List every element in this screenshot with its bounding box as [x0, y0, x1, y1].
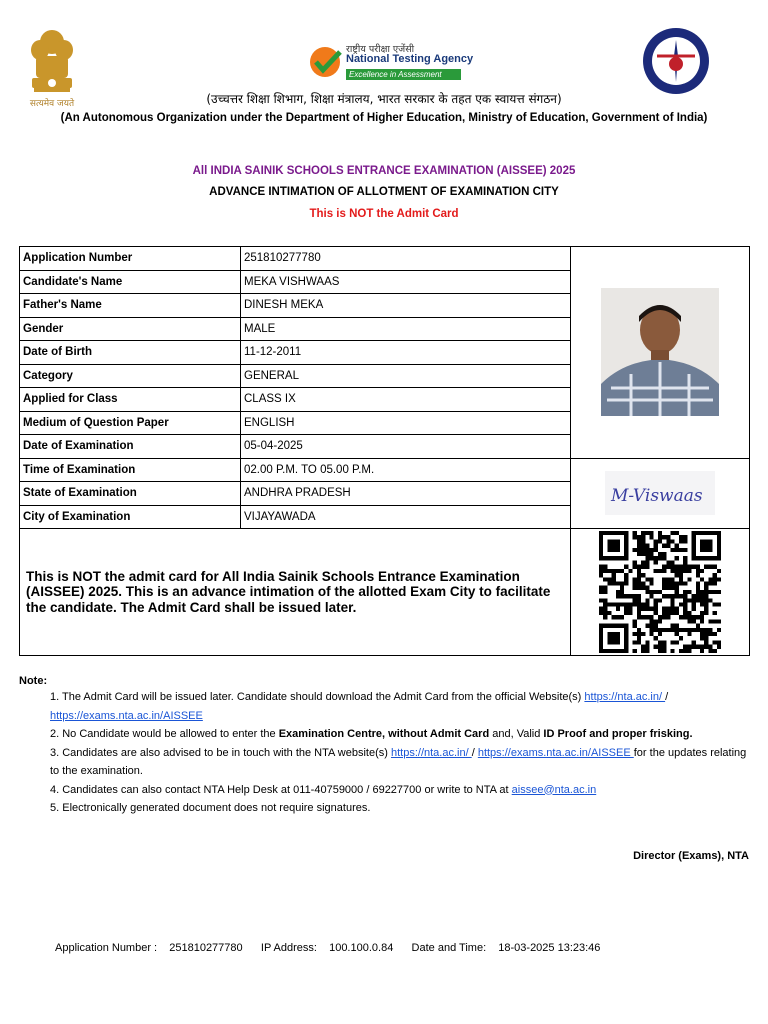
note-text: for the updates relating to the examination.: [50, 746, 747, 777]
note-heading: Note:: [19, 675, 48, 687]
note-text: and, Valid: [489, 728, 544, 740]
footer-app-label: Application Number :: [55, 942, 158, 954]
notes-list: [50, 688, 750, 818]
note-text: 4. Candidates can also contact NTA Help Desk at 011-40759000 / 69227700 or write to NTA at: [50, 783, 512, 796]
photo-cell: [571, 247, 750, 459]
field-label: Date of Birth: [20, 341, 241, 365]
candidate-signature: [605, 471, 715, 515]
qr-code: [596, 531, 724, 653]
field-value: 11-12-2011: [241, 341, 571, 365]
field-value: MEKA VISHWAAS: [241, 270, 571, 294]
note-text: 3. Candidates are also advised to be in touch with the NTA website(s): [50, 746, 391, 759]
field-label: Application Number: [20, 247, 241, 271]
note-separator: /: [471, 746, 478, 759]
field-label: Time of Examination: [20, 458, 241, 482]
candidate-details-table: [19, 246, 750, 656]
candidate-photo: [601, 288, 719, 416]
field-value: MALE: [241, 317, 571, 341]
nta-logo: [308, 42, 474, 82]
hindi-org-line: (उच्चत्तर शिक्षा शिभाग, शिक्षा मंत्रालय, भारत सरकार के तहत एक स्वायत्त संगठन): [206, 92, 562, 106]
field-label: Applied for Class: [20, 388, 241, 412]
field-label: Category: [20, 364, 241, 388]
nta-hindi-name: राष्ट्रीय परीक्षा एजेंसी: [346, 44, 415, 55]
field-value: 251810277780: [241, 247, 571, 271]
english-org-line: (An Autonomous Organization under the Department of Higher Education, Ministry of Education, Government of India): [60, 112, 708, 124]
table-row: [20, 247, 750, 271]
field-value: ANDHRA PRADESH: [241, 482, 571, 506]
director-signoff: Director (Exams), NTA: [633, 850, 749, 862]
email-link[interactable]: aissee@nta.ac.in: [511, 783, 597, 796]
qr-cell: [571, 529, 750, 656]
footer-app-value: 251810277780: [169, 942, 243, 954]
note-item-2: [50, 725, 750, 744]
note-item-5: 5. Electronically generated document does not require signatures.: [50, 802, 371, 814]
sainik-schools-society-logo: [641, 26, 711, 96]
emblem-motto: सत्यमेव जयते: [29, 99, 75, 109]
footer-datetime-value: 18-03-2025 13:23:46: [498, 942, 601, 954]
field-value: GENERAL: [241, 364, 571, 388]
footer-datetime-label: Date and Time:: [411, 942, 487, 954]
field-label: City of Examination: [20, 505, 241, 529]
not-admit-card-warning: This is NOT the Admit Card: [309, 208, 459, 220]
footer-ip-label: IP Address:: [260, 942, 317, 954]
field-label: Date of Examination: [20, 435, 241, 459]
exam-title: All INDIA SAINIK SCHOOLS ENTRANCE EXAMINATION (AISSEE) 2025: [192, 165, 576, 177]
field-label: Gender: [20, 317, 241, 341]
field-label: Candidate's Name: [20, 270, 241, 294]
table-row: [20, 529, 750, 656]
nta-website-link[interactable]: https://nta.ac.in/: [584, 691, 666, 703]
signature-text: M-Viswaas: [611, 486, 703, 507]
note-separator: /: [665, 691, 669, 703]
nta-tagline: Excellence in Assessment: [346, 69, 461, 80]
nta-english-name: National Testing Agency: [346, 53, 474, 65]
field-value: 05-04-2025: [241, 435, 571, 459]
field-label: Medium of Question Paper: [20, 411, 241, 435]
field-value: VIJAYAWADA: [241, 505, 571, 529]
note-text: 2. No Candidate would be allowed to enter the: [50, 728, 279, 740]
nta-website-link[interactable]: https://nta.ac.in/: [390, 746, 472, 759]
intimation-title: ADVANCE INTIMATION OF ALLOTMENT OF EXAMINATION CITY: [209, 186, 559, 198]
field-label: Father's Name: [20, 294, 241, 318]
field-value: ENGLISH: [241, 411, 571, 435]
footer: [55, 942, 606, 954]
aissee-website-link[interactable]: https://exams.nta.ac.in/AISSEE: [477, 746, 634, 759]
note-bold-text: ID Proof and proper frisking.: [543, 728, 693, 740]
note-bold-text: Examination Centre, without Admit Card: [278, 728, 490, 740]
note-item-3: [50, 744, 750, 781]
nta-check-icon: [308, 44, 348, 84]
field-value: DINESH MEKA: [241, 294, 571, 318]
aissee-website-link[interactable]: https://exams.nta.ac.in/AISSEE: [50, 709, 203, 722]
field-label: State of Examination: [20, 482, 241, 506]
note-text: 1. The Admit Card will be issued later. Candidate should download the Admit Card from the official Website(s): [50, 691, 585, 703]
signature-cell: [571, 458, 750, 529]
footer-ip-value: 100.100.0.84: [329, 942, 394, 954]
note-item-4: [50, 781, 750, 800]
note-item-1: [50, 688, 750, 725]
table-row: [20, 458, 750, 482]
intimation-note: This is NOT the admit card for All India Sainik Schools Entrance Examination (AISSEE) 2025. This is an advance intimation of the allotted Exam City to facilitate the candidate. The Admit Card shall be issued later.: [20, 529, 571, 656]
field-value: 02.00 P.M. TO 05.00 P.M.: [241, 458, 571, 482]
field-value: CLASS IX: [241, 388, 571, 412]
